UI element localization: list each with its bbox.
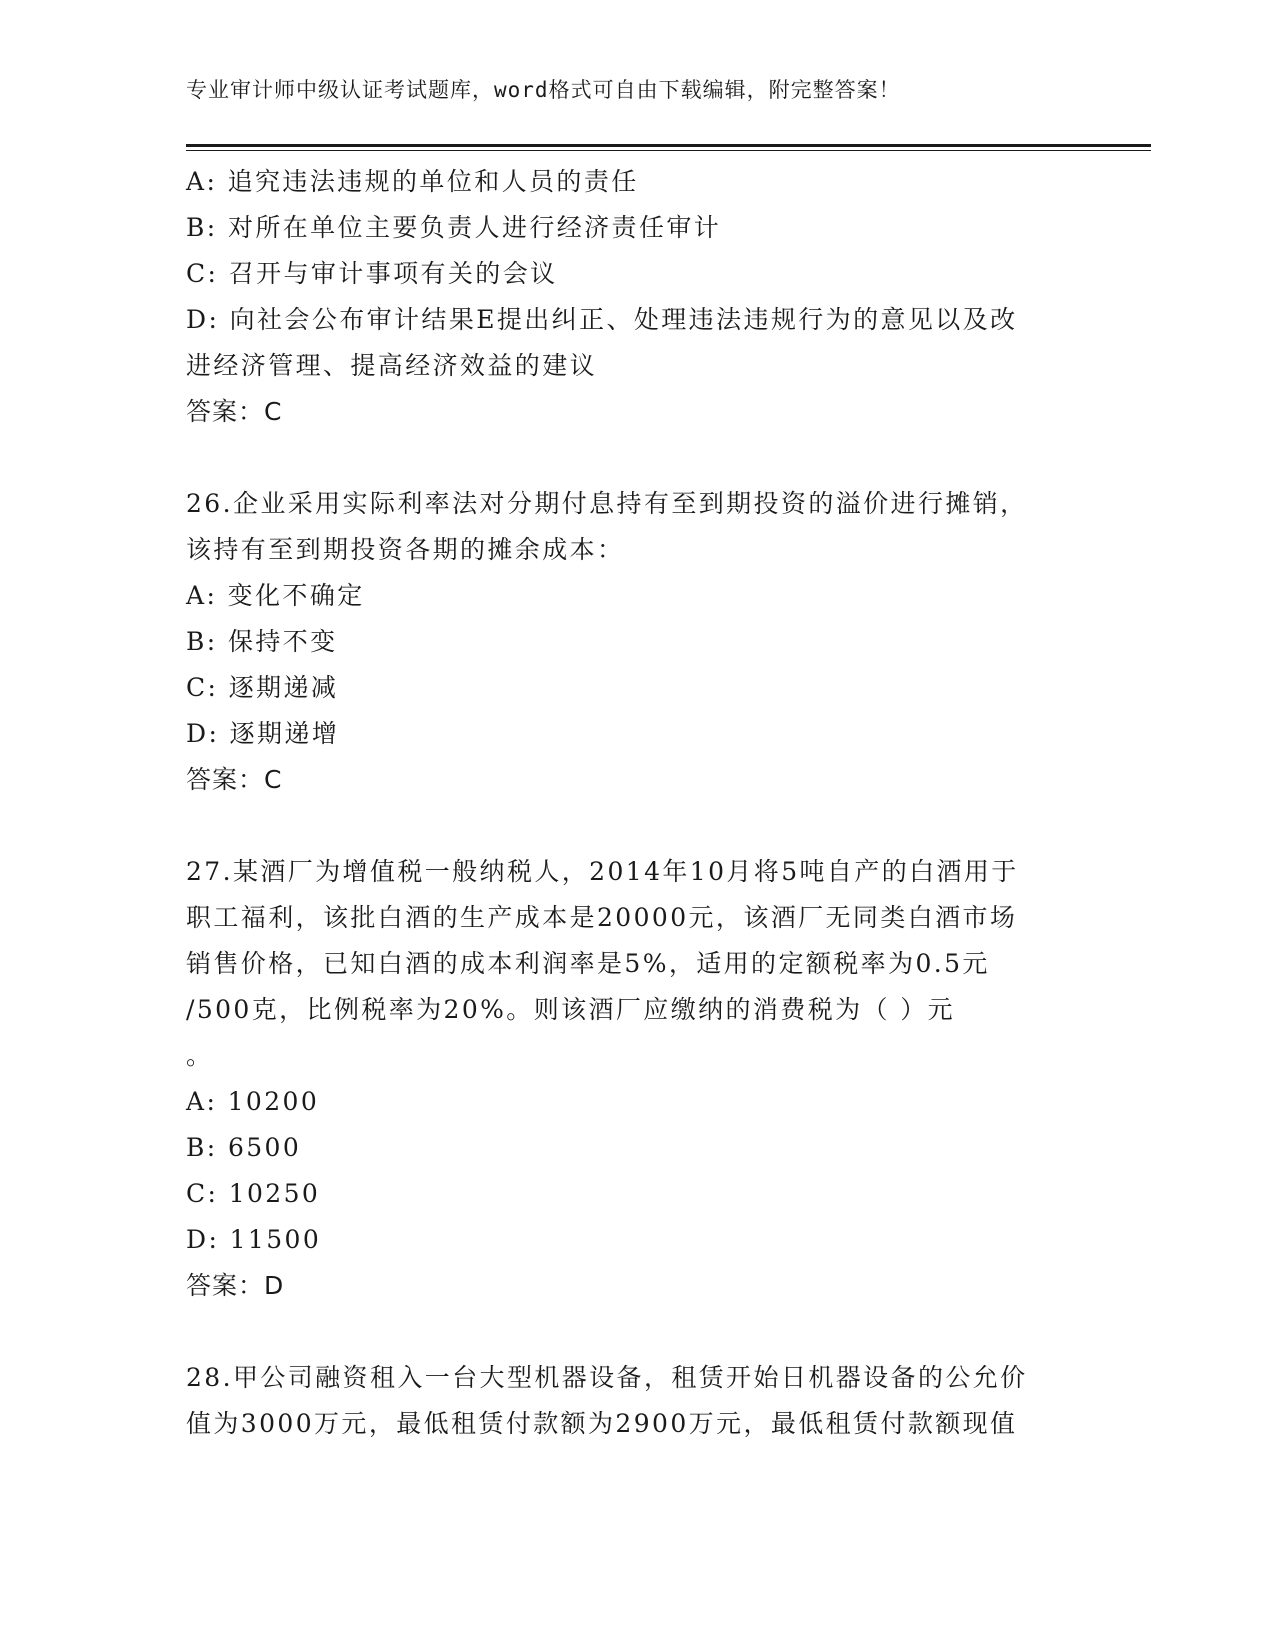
question-stem-line: 值为3000万元，最低租赁付款额为2900万元，最低租赁付款额现值 [186, 1409, 1018, 1438]
question-stem-line: 27.某酒厂为增值税一般纳税人，2014年10月将5吨自产的白酒用于 [186, 857, 1019, 886]
option-d: D: 逐期递增 [186, 719, 340, 748]
option-d-continued: 进经济管理、提高经济效益的建议 [186, 351, 598, 380]
option-a: A: 10200 [186, 1087, 320, 1116]
question-stem-line: 销售价格，已知白酒的成本利润率是5%，适用的定额税率为0.5元 [186, 949, 990, 978]
option-b: B: 6500 [186, 1133, 302, 1162]
option-c: C: 10250 [186, 1179, 321, 1208]
option-a: A: 追究违法违规的单位和人员的责任 [186, 167, 639, 196]
option-b: B: 保持不变 [186, 627, 338, 656]
question-28 [186, 1355, 1076, 1447]
question-stem-line: 。 [186, 1041, 214, 1070]
page-header: 专业审计师中级认证考试题库，word格式可自由下载编辑，附完整答案！ [186, 78, 901, 102]
option-a: A: 变化不确定 [186, 581, 365, 610]
question-stem-line: 职工福利，该批白酒的生产成本是20000元，该酒厂无同类白酒市场 [186, 903, 1018, 932]
question-stem-line: 26.企业采用实际利率法对分期付息持有至到期投资的溢价进行摊销， [186, 489, 1028, 518]
answer: 答案：D [186, 1271, 285, 1300]
option-d: D: 11500 [186, 1225, 322, 1254]
option-d: D: 向社会公布审计结果E提出纠正、处理违法违规行为的意见以及改 [186, 305, 1018, 334]
question-27 [186, 849, 1076, 1309]
header-rule-thick [186, 144, 1151, 147]
question-stem-line: 28.甲公司融资租入一台大型机器设备，租赁开始日机器设备的公允价 [186, 1363, 1028, 1392]
header-rule-thin [186, 150, 1151, 151]
question-25-tail [186, 159, 1076, 435]
option-b: B: 对所在单位主要负责人进行经济责任审计 [186, 213, 722, 242]
option-c: C: 逐期递减 [186, 673, 339, 702]
question-stem-line: /500克，比例税率为20%。则该酒厂应缴纳的消费税为（ ）元 [186, 995, 956, 1024]
answer: 答案：C [186, 765, 283, 794]
question-content [186, 159, 1076, 1447]
answer: 答案：C [186, 397, 283, 426]
option-c: C: 召开与审计事项有关的会议 [186, 259, 558, 288]
question-stem-line: 该持有至到期投资各期的摊余成本： [186, 535, 625, 564]
question-26 [186, 481, 1076, 803]
